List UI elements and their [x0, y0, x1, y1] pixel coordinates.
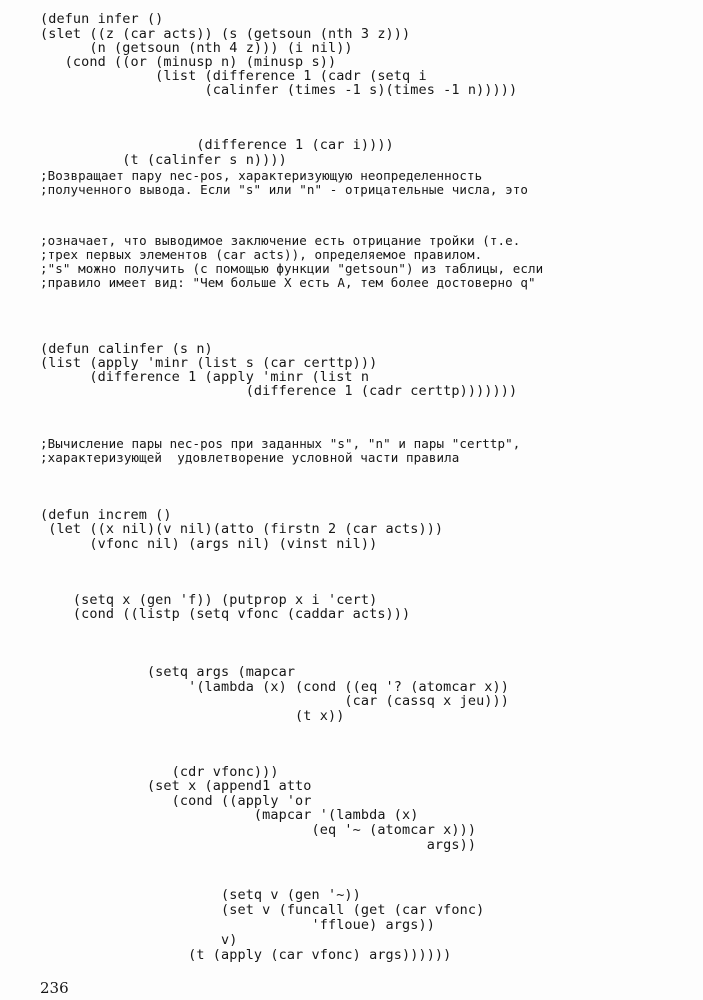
code-line: (slet ((z (car acts)) (s (getsoun (nth 3 z))) [40, 26, 411, 42]
comment-line: ;трех первых элементов (car acts)), определяемое правилом. [40, 247, 483, 262]
code-line: (cond ((apply 'or [40, 793, 312, 809]
code-line: (list (difference 1 (cadr (setq i [40, 68, 427, 84]
code-line: '(lambda (x) (cond ((eq '? (atomcar x)) [40, 679, 509, 695]
comment-line: ;"s" можно получить (с помощью функции "getsoun") из таблицы, если [40, 261, 544, 276]
code-line: (difference 1 (cadr certtp))))))) [40, 383, 518, 399]
code-line: (defun infer () [40, 11, 164, 27]
comment-line: ;Вычисление пары nec-pos при заданных "s", "n" и пары "certtp", [40, 436, 521, 451]
code-line: (vfonc nil) (args nil) (vinst nil)) [40, 536, 378, 552]
code-line: (cond ((or (minusp n) (minusp s)) [40, 54, 337, 70]
code-line: (setq v (gen '~)) [40, 887, 361, 903]
comment-line: ;характеризующей удовлетворение условной части правила [40, 450, 460, 465]
page-number: 236 [40, 979, 69, 997]
code-line: (list (apply 'minr (list s (car certtp))) [40, 355, 378, 371]
code-line: (let ((x nil)(v nil)(atto (firstn 2 (car acts))) [40, 521, 444, 537]
code-line: args)) [40, 837, 477, 853]
code-line: (t x)) [40, 708, 345, 724]
code-line: (t (calinfer s n)))) [40, 152, 287, 168]
code-line: (cond ((listp (setq vfonc (caddar acts))) [40, 606, 411, 622]
code-line: (setq x (gen 'f)) (putprop x i 'cert) [40, 592, 378, 608]
code-line: (set v (funcall (get (car vfonc) [40, 902, 485, 918]
code-line: (cdr vfonc))) [40, 764, 279, 780]
comment-line: ;полученного вывода. Если "s" или "n" - отрицательные числа, это [40, 182, 529, 197]
code-line: v) [40, 932, 238, 948]
code-line: 'ffloue) args)) [40, 917, 435, 933]
code-line: (difference 1 (apply 'minr (list n [40, 369, 370, 385]
code-line: (eq '~ (atomcar x))) [40, 822, 477, 838]
code-line: (calinfer (times -1 s)(times -1 n))))) [40, 82, 518, 98]
code-line: (car (cassq x jeu))) [40, 693, 509, 709]
code-line: (defun calinfer (s n) [40, 341, 213, 357]
code-line: (set x (append1 atto [40, 778, 312, 794]
code-line: (difference 1 (car i)))) [40, 137, 394, 153]
code-line: (n (getsoun (nth 4 z))) (i nil)) [40, 40, 353, 56]
code-line: (mapcar '(lambda (x) [40, 807, 419, 823]
comment-line: ;Возвращает пару nec-pos, характеризующую неопределенность [40, 168, 483, 183]
code-line: (defun increm () [40, 507, 172, 523]
comment-line: ;правило имеет вид: "Чем больше X есть A, тем более достоверно q" [40, 275, 536, 290]
code-line: (setq args (mapcar [40, 664, 296, 680]
code-line: (t (apply (car vfonc) args)))))) [40, 947, 452, 963]
comment-line: ;означает, что выводимое заключение есть отрицание тройки (т.е. [40, 233, 521, 248]
